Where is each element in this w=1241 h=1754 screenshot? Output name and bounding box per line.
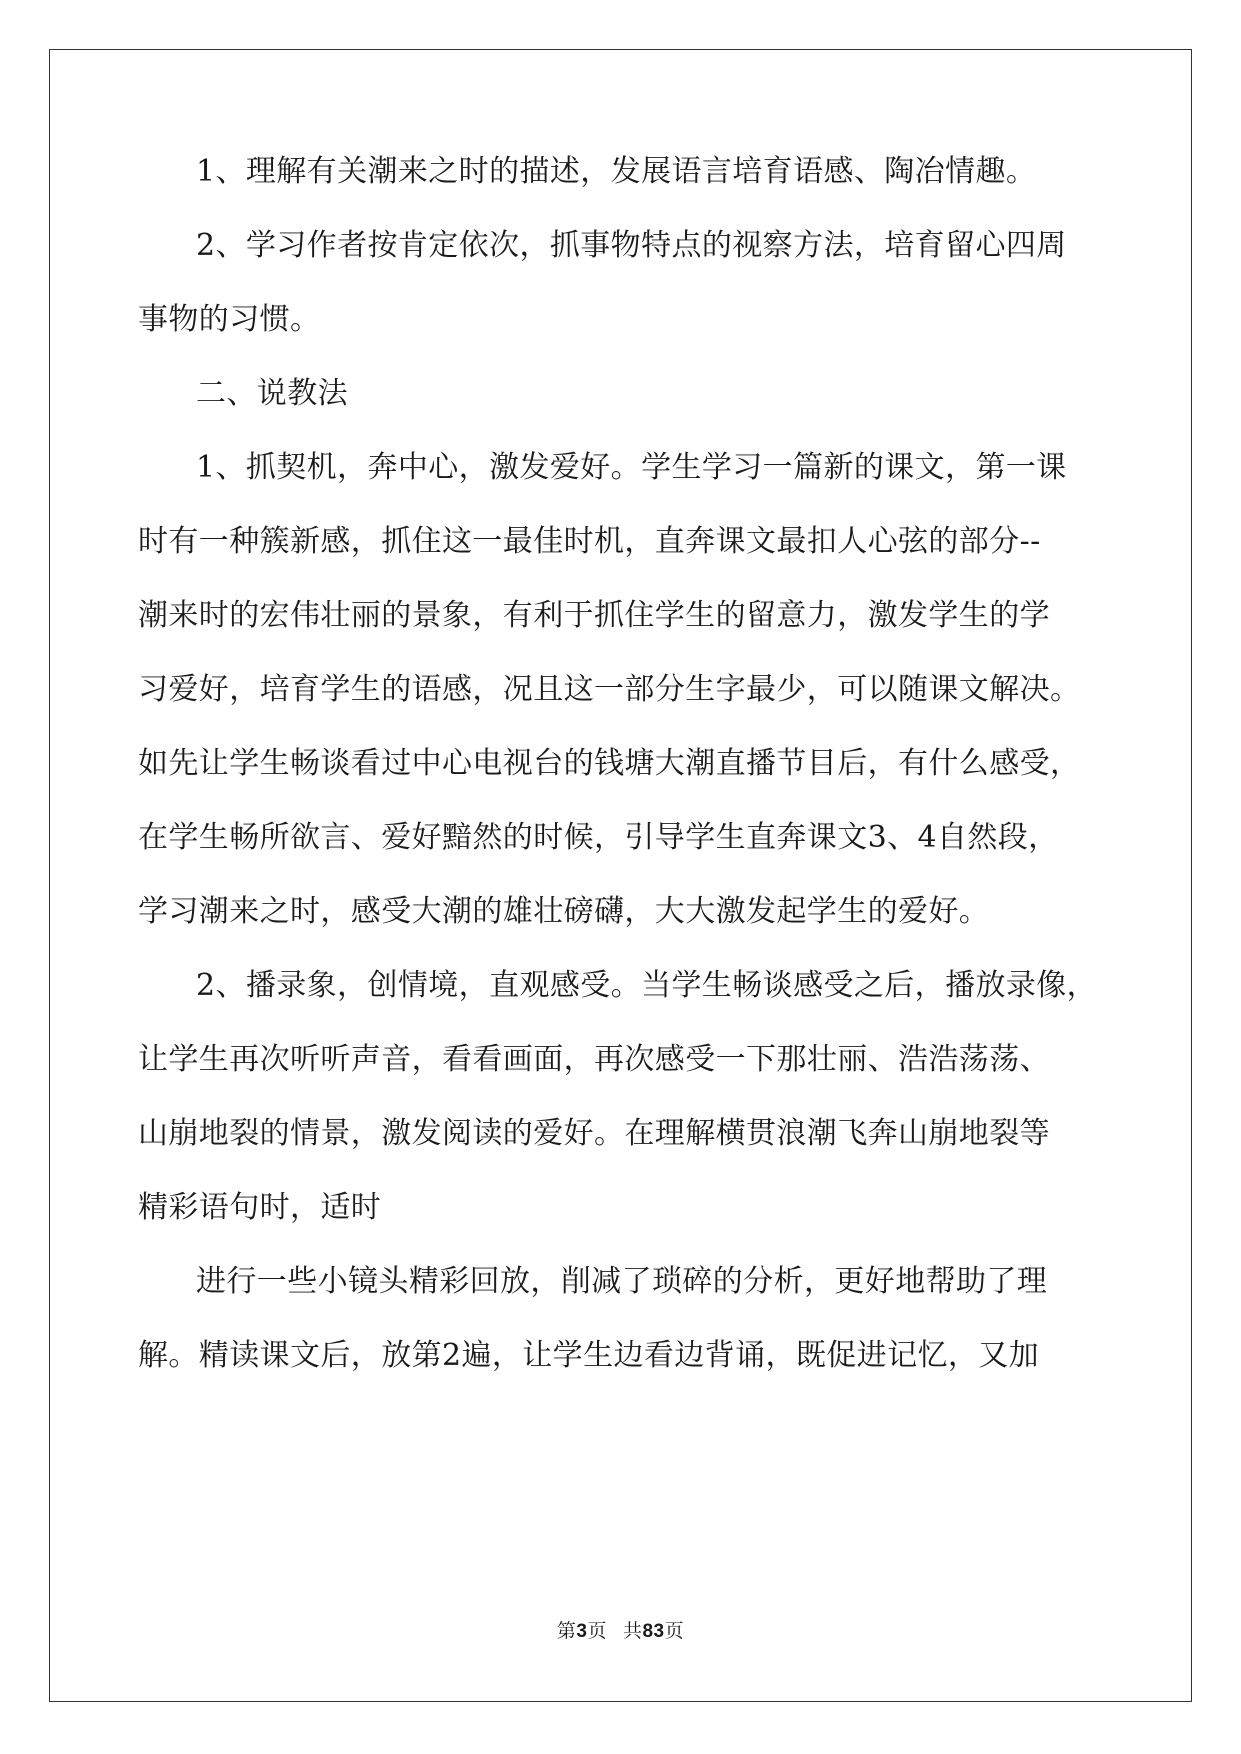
text-line: 1、抓契机，奔中心，激发爱好。学生学习一篇新的课文，第一课 [196, 450, 1067, 485]
text-line: 2、学习作者按肯定依次，抓事物特点的视察方法，培育留心四周 [196, 228, 1067, 263]
text-line: 习爱好，培育学生的语感，况且这一部分生字最少，可以随课文解决。 [138, 672, 1081, 707]
text-line: 如先让学生畅谈看过中心电视台的钱塘大潮直播节目后，有什么感受， [138, 746, 1081, 781]
text-line: 进行一些小镜头精彩回放，削减了琐碎的分析，更好地帮助了理 [196, 1264, 1048, 1299]
text-line: 解。精读课文后，放第2遍，让学生边看边背诵，既促进记忆，又加 [138, 1338, 1040, 1373]
total-suffix: 页 [664, 1620, 685, 1642]
text-line: 精彩语句时，适时 [138, 1190, 382, 1225]
text-line: 1、理解有关潮来之时的描述，发展语言培育语感、陶冶情趣。 [196, 154, 1037, 189]
text-line: 让学生再次听听声音，看看画面，再次感受一下那壮丽、浩浩荡荡、 [138, 1042, 1050, 1077]
total-pages: 83 [642, 1621, 665, 1642]
text-line: 潮来时的宏伟壮丽的景象，有利于抓住学生的留意力，激发学生的学 [138, 598, 1050, 633]
text-line: 在学生畅所欲言、爱好黯然的时候，引导学生直奔课文3、4自然段， [138, 820, 1059, 855]
text-line: 山崩地裂的情景，激发阅读的爱好。在理解横贯浪潮飞奔山崩地裂等 [138, 1116, 1050, 1151]
text-line: 时有一种簇新感，抓住这一最佳时机，直奔课文最扣人心弦的部分-- [138, 524, 1041, 559]
text-line: 2、播录象，创情境，直观感受。当学生畅谈感受之后，播放录像， [196, 968, 1098, 1003]
text-line: 事物的习惯。 [138, 302, 321, 337]
page-border [49, 49, 1192, 1702]
page-number: 3 [576, 1621, 588, 1642]
page-prefix: 第 [556, 1620, 577, 1642]
section-heading: 二、说教法 [196, 376, 348, 411]
page-suffix: 页 [587, 1620, 607, 1642]
text-line: 学习潮来之时，感受大潮的雄壮磅礴，大大激发起学生的爱好。 [138, 894, 990, 929]
total-prefix: 共 [622, 1620, 643, 1642]
page-footer [0, 1616, 1241, 1643]
